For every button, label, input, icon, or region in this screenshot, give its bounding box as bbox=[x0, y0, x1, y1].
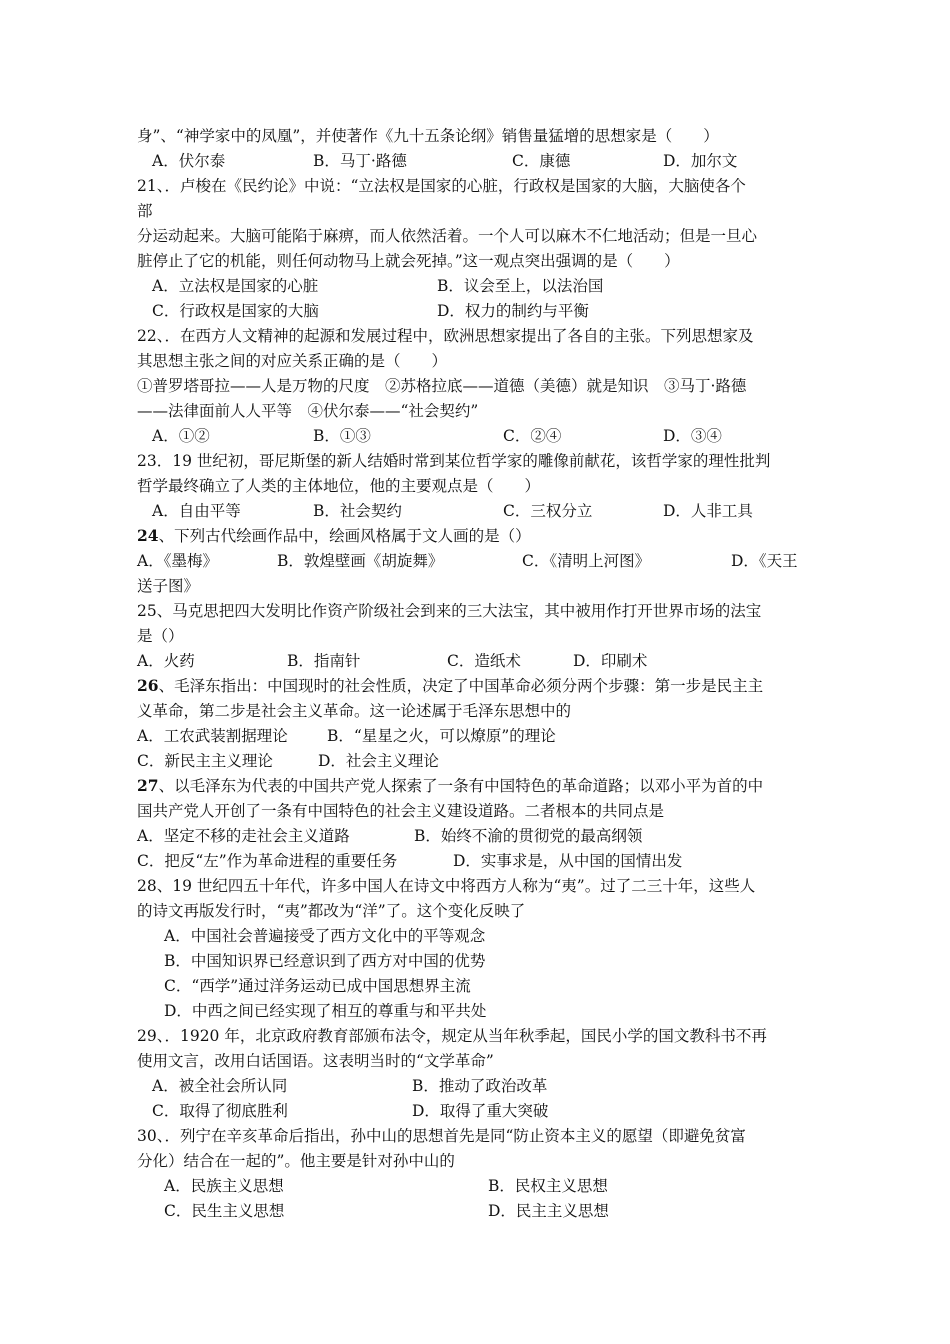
q30-option-a: A．民族主义思想 bbox=[164, 1177, 284, 1195]
q23-option-a: A．自由平等 bbox=[152, 502, 241, 520]
q26-option-d: D．社会主义理论 bbox=[318, 752, 439, 770]
q22-option-d: D．③④ bbox=[663, 427, 722, 445]
q27-option-b: B．始终不渝的贯彻党的最高纲领 bbox=[414, 827, 643, 845]
q29-option-a: A．被全社会所认同 bbox=[152, 1077, 288, 1095]
q30-option-d: D．民主主义思想 bbox=[488, 1202, 609, 1220]
q28-option-c: C．“西学”通过洋务运动已成中国思想界主流 bbox=[164, 977, 471, 995]
q28-option-b: B．中国知识界已经意识到了西方对中国的优势 bbox=[164, 952, 486, 970]
q21-stem-line-2: 部 bbox=[137, 202, 153, 220]
q26-stem-text: 、毛泽东指出：中国现时的社会性质，决定了中国革命必须分两个步骤：第一步是民主主 bbox=[158, 677, 764, 695]
q24-stem-text: 、下列古代绘画作品中，绘画风格属于文人画的是（） bbox=[158, 527, 531, 545]
q25-option-a: A．火药 bbox=[137, 652, 195, 670]
q24-number: 24 bbox=[137, 526, 159, 545]
q22-stem-line-3: ①普罗塔哥拉——人是万物的尺度 ②苏格拉底——道德（美德）就是知识 ③马丁·路德 bbox=[137, 377, 747, 395]
q22-option-b: B．①③ bbox=[313, 427, 371, 445]
q24-option-a: A．《墨梅》 bbox=[137, 552, 218, 570]
q20-option-c: C．康德 bbox=[512, 152, 571, 170]
q25-option-b: B．指南针 bbox=[287, 652, 361, 670]
q20-stem-line: 身”、“神学家中的凤凰”，并使著作《九十五条论纲》销售量猛增的思想家是（ ） bbox=[137, 127, 719, 145]
q28-option-a: A．中国社会普遍接受了西方文化中的平等观念 bbox=[164, 927, 486, 945]
q24-option-b: B．敦煌壁画《胡旋舞》 bbox=[277, 552, 444, 570]
q23-stem-line-2: 哲学最终确立了人类的主体地位，他的主要观点是（ ） bbox=[137, 477, 541, 495]
q24-option-d-continued: 送子图》 bbox=[137, 577, 200, 595]
q26-option-b: B．“星星之火，可以燎原”的理论 bbox=[327, 727, 556, 745]
q20-option-b: B．马丁·路德 bbox=[313, 152, 407, 170]
q25-option-c: C．造纸术 bbox=[447, 652, 521, 670]
q26-stem-line-1 bbox=[137, 675, 763, 697]
q21-option-a: A．立法权是国家的心脏 bbox=[152, 277, 319, 295]
q27-option-c: C．把反“左”作为革命进程的重要任务 bbox=[137, 852, 398, 870]
q20-option-d: D．加尔文 bbox=[663, 152, 738, 170]
q28-stem-line-1: 28、19 世纪四五十年代，许多中国人在诗文中将西方人称为“夷”。过了二三十年，这些人 bbox=[137, 877, 756, 895]
q22-stem-line-2: 其思想主张之间的对应关系正确的是（ ） bbox=[137, 352, 448, 370]
q23-stem-line-1: 23．19 世纪初，哥尼斯堡的新人结婚时常到某位哲学家的雕像前献花，该哲学家的理性批判 bbox=[137, 452, 771, 470]
q29-stem-line-1: 29、．1920 年，北京政府教育部颁布法令，规定从当年秋季起，国民小学的国文教科书不再 bbox=[137, 1027, 767, 1045]
q25-stem-line-1: 25、马克思把四大发明比作资产阶级社会到来的三大法宝，其中被用作打开世界市场的法宝 bbox=[137, 602, 762, 620]
q23-option-d: D．人非工具 bbox=[663, 502, 753, 520]
q21-stem-line-1: 21、．卢梭在《民约论》中说：“立法权是国家的心脏，行政权是国家的大脑，大脑使各个 bbox=[137, 177, 746, 195]
q29-stem-line-2: 使用文言，改用白话国语。这表明当时的“文学革命” bbox=[137, 1052, 494, 1070]
q30-option-c: C．民生主义思想 bbox=[164, 1202, 285, 1220]
q24-option-c: C．《清明上河图》 bbox=[522, 552, 651, 570]
q26-option-c: C．新民主主义理论 bbox=[137, 752, 273, 770]
q26-number: 26 bbox=[137, 676, 159, 695]
q30-stem-line-1: 30、．列宁在辛亥革命后指出，孙中山的思想首先是同“防止资本主义的愿望（即避免贫富 bbox=[137, 1127, 746, 1145]
q29-option-c: C．取得了彻底胜利 bbox=[152, 1102, 288, 1120]
q22-stem-line-4: ——法律面前人人平等 ④伏尔泰——“社会契约” bbox=[137, 402, 479, 420]
q21-option-d: D．权力的制约与平衡 bbox=[437, 302, 589, 320]
q27-number: 27 bbox=[137, 776, 159, 795]
q30-option-b: B．民权主义思想 bbox=[488, 1177, 608, 1195]
q28-stem-line-2: 的诗文再版发行时，“夷”都改为“洋”了。这个变化反映了 bbox=[137, 902, 526, 920]
q26-option-a: A．工农武装割据理论 bbox=[137, 727, 288, 745]
q29-option-d: D．取得了重大突破 bbox=[412, 1102, 549, 1120]
q27-stem-line-2: 国共产党人开创了一条有中国特色的社会主义建设道路。二者根本的共同点是 bbox=[137, 802, 665, 820]
q22-stem-line-1: 22、．在西方人文精神的起源和发展过程中，欧洲思想家提出了各自的主张。下列思想家及 bbox=[137, 327, 754, 345]
q20-option-a: A．伏尔泰 bbox=[152, 152, 226, 170]
q21-stem-line-3: 分运动起来。大脑可能陷于麻痹，而人依然活着。一个人可以麻木不仁地活动；但是一旦心 bbox=[137, 227, 758, 245]
q21-option-c: C．行政权是国家的大脑 bbox=[152, 302, 319, 320]
q28-option-d: D．中西之间已经实现了相互的尊重与和平共处 bbox=[164, 1002, 487, 1020]
q21-stem-line-4: 脏停止了它的机能，则任何动物马上就会死掉。”这一观点突出强调的是（ ） bbox=[137, 252, 680, 270]
q22-option-a: A．①② bbox=[152, 427, 210, 445]
q27-option-a: A．坚定不移的走社会主义道路 bbox=[137, 827, 350, 845]
q23-option-b: B．社会契约 bbox=[313, 502, 402, 520]
q21-option-b: B．议会至上，以法治国 bbox=[437, 277, 604, 295]
q27-stem-text: 、以毛泽东为代表的中国共产党人探索了一条有中国特色的革命道路；以邓小平为首的中 bbox=[158, 777, 764, 795]
q22-option-c: C．②④ bbox=[503, 427, 562, 445]
q27-option-d: D．实事求是，从中国的国情出发 bbox=[453, 852, 683, 870]
q23-option-c: C．三权分立 bbox=[503, 502, 593, 520]
q30-stem-line-2: 分化）结合在一起的”。他主要是针对孙中山的 bbox=[137, 1152, 455, 1170]
q25-option-d: D．印刷术 bbox=[573, 652, 648, 670]
q24-option-d: D．《天王 bbox=[731, 552, 798, 570]
q26-stem-line-2: 义革命，第二步是社会主义革命。这一论述属于毛泽东思想中的 bbox=[137, 702, 572, 720]
q25-stem-line-2: 是（） bbox=[137, 627, 184, 645]
q29-option-b: B．推动了政治改革 bbox=[412, 1077, 548, 1095]
q27-stem-line-1 bbox=[137, 775, 763, 797]
q24-stem-line-1 bbox=[137, 525, 531, 547]
